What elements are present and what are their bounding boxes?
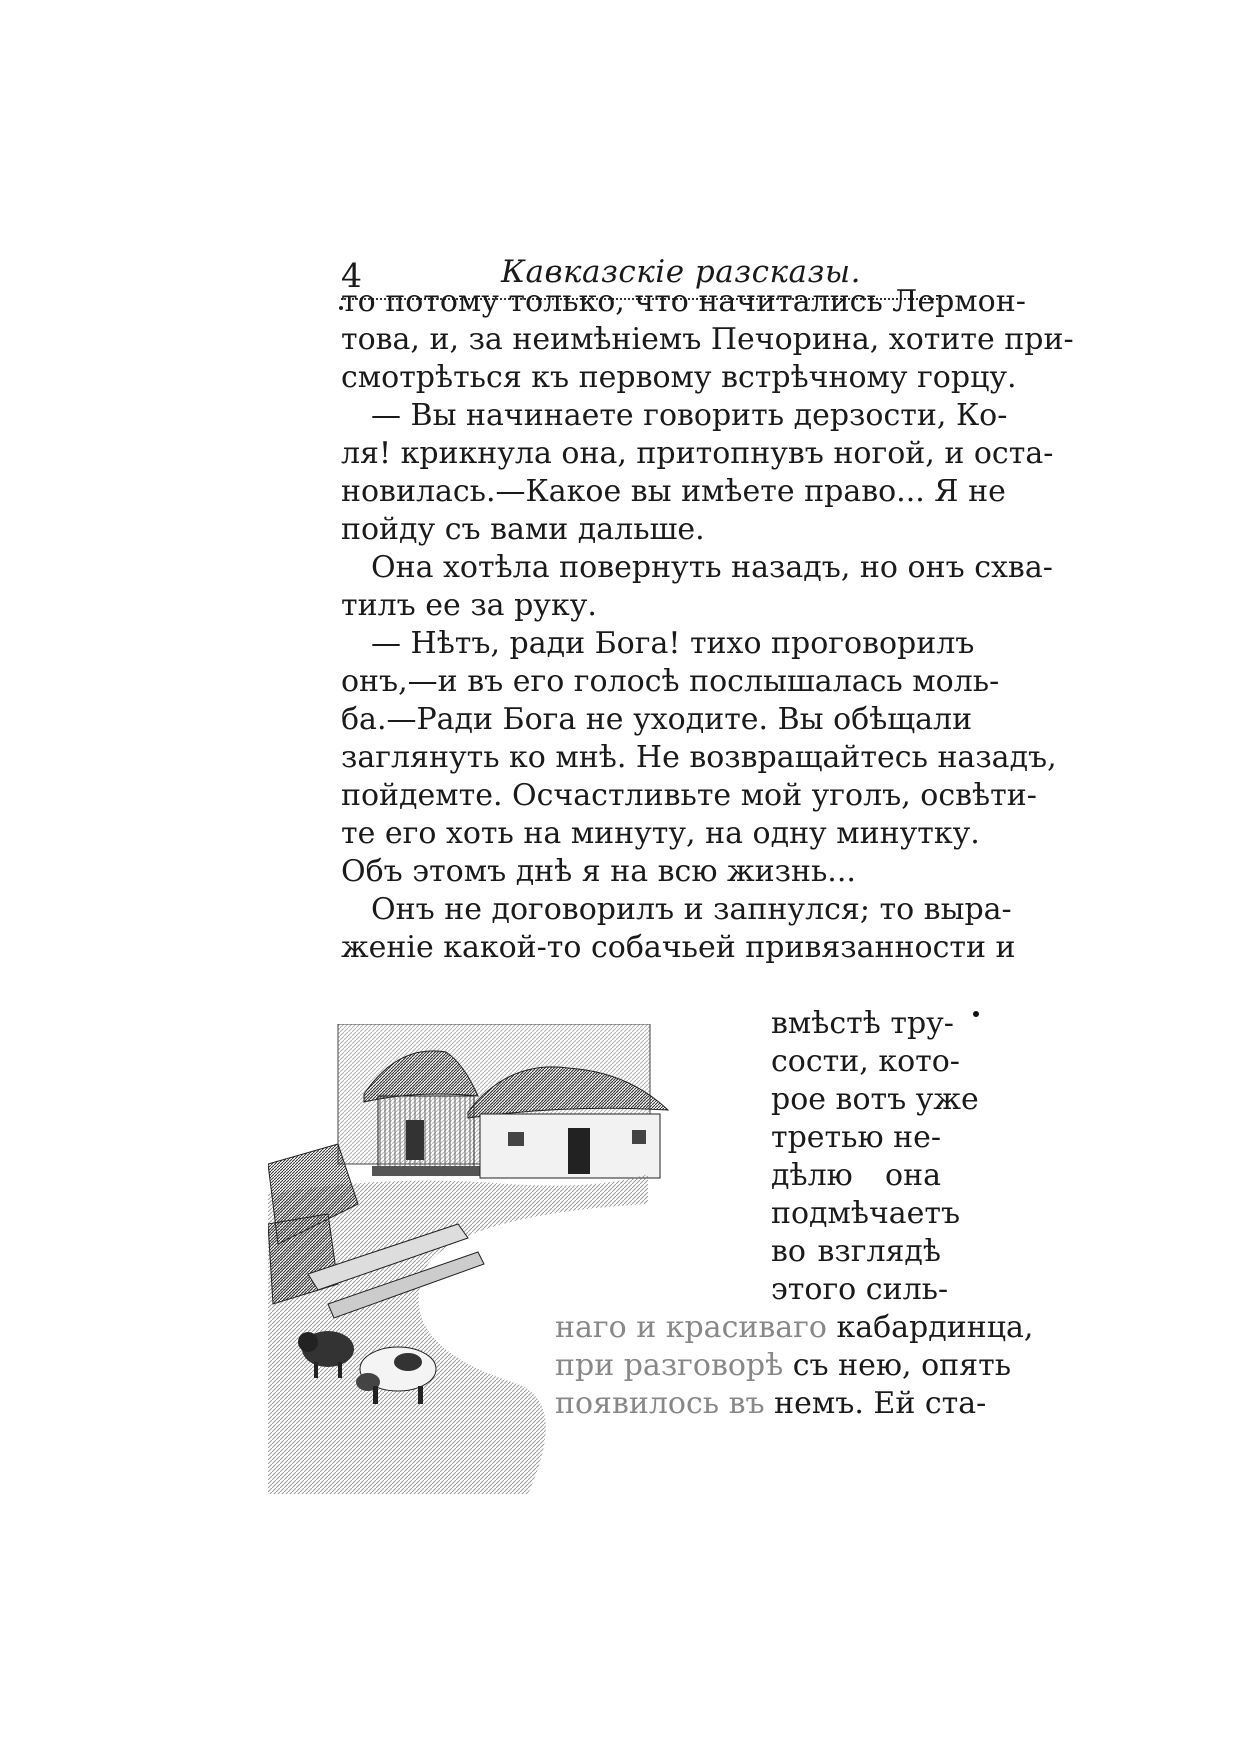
text-line: ба.—Ради Бога не уходите. Вы обѣщали bbox=[341, 702, 973, 737]
column-line: дѣлю она bbox=[771, 1158, 941, 1193]
text-line: ля! крикнула она, притопнувъ ногой, и оста- bbox=[341, 436, 1054, 471]
text-line: Она хотѣла повернуть назадъ, но онъ схва- bbox=[371, 550, 1053, 585]
page-number: 4 bbox=[341, 256, 362, 295]
text-line: то потому только, что начитались Лермон- bbox=[341, 284, 1026, 319]
faint-text: наго и красиваго bbox=[555, 1310, 827, 1345]
text-line: заглянуть ко мнѣ. Не возвращайтесь назадъ, bbox=[341, 740, 1057, 775]
text-line: новилась.—Какое вы имѣете право... Я не bbox=[341, 474, 1006, 509]
text-line: — Нѣтъ, ради Бога! тихо проговорилъ bbox=[371, 626, 975, 661]
text-line: те его хоть на минуту, на одну минутку. bbox=[341, 816, 980, 851]
column-line: третью не- bbox=[771, 1120, 942, 1155]
text-run: немъ. Ей ста- bbox=[764, 1386, 987, 1421]
text-line: женіе какой-то собачьей привязанности и bbox=[341, 930, 1016, 965]
text-line: пойдемте. Осчастливьте мой уголъ, освѣти- bbox=[341, 778, 1037, 813]
text-line: Онъ не договорилъ и запнулся; то выра- bbox=[371, 892, 1012, 927]
column-line: сости, кото- bbox=[771, 1044, 960, 1079]
column-line: рое вотъ уже bbox=[771, 1082, 979, 1117]
text-line: това, и, за неимѣніемъ Печорина, хотите при- bbox=[341, 322, 1074, 357]
text-line: Объ этомъ днѣ я на всю жизнь... bbox=[341, 854, 856, 889]
column-line: вмѣстѣ тру- bbox=[771, 1006, 954, 1041]
text-line: — Вы начинаете говорить дерзости, Ко- bbox=[371, 398, 1008, 433]
text-line: тилъ ее за руку. bbox=[341, 588, 597, 623]
faint-text: появилось въ bbox=[555, 1386, 765, 1421]
column-line: этого силь- bbox=[771, 1272, 949, 1307]
column-line: во взглядѣ bbox=[771, 1234, 941, 1269]
text-line: смотрѣться къ первому встрѣчному горцу. bbox=[341, 360, 1017, 395]
margin-speck bbox=[973, 1011, 979, 1017]
running-title: Кавказскіе разсказы. bbox=[501, 254, 862, 290]
text-run: кабардинца, bbox=[826, 1310, 1034, 1345]
column-line: подмѣчаетъ bbox=[771, 1196, 961, 1231]
village-illustration bbox=[268, 1024, 748, 1494]
faint-text: при разговорѣ bbox=[555, 1348, 784, 1383]
text-line: онъ,—и въ его голосѣ послышалась моль- bbox=[341, 664, 1000, 699]
text-line: пойду съ вами дальше. bbox=[341, 512, 705, 547]
text-run: съ нею, опять bbox=[783, 1348, 1012, 1383]
